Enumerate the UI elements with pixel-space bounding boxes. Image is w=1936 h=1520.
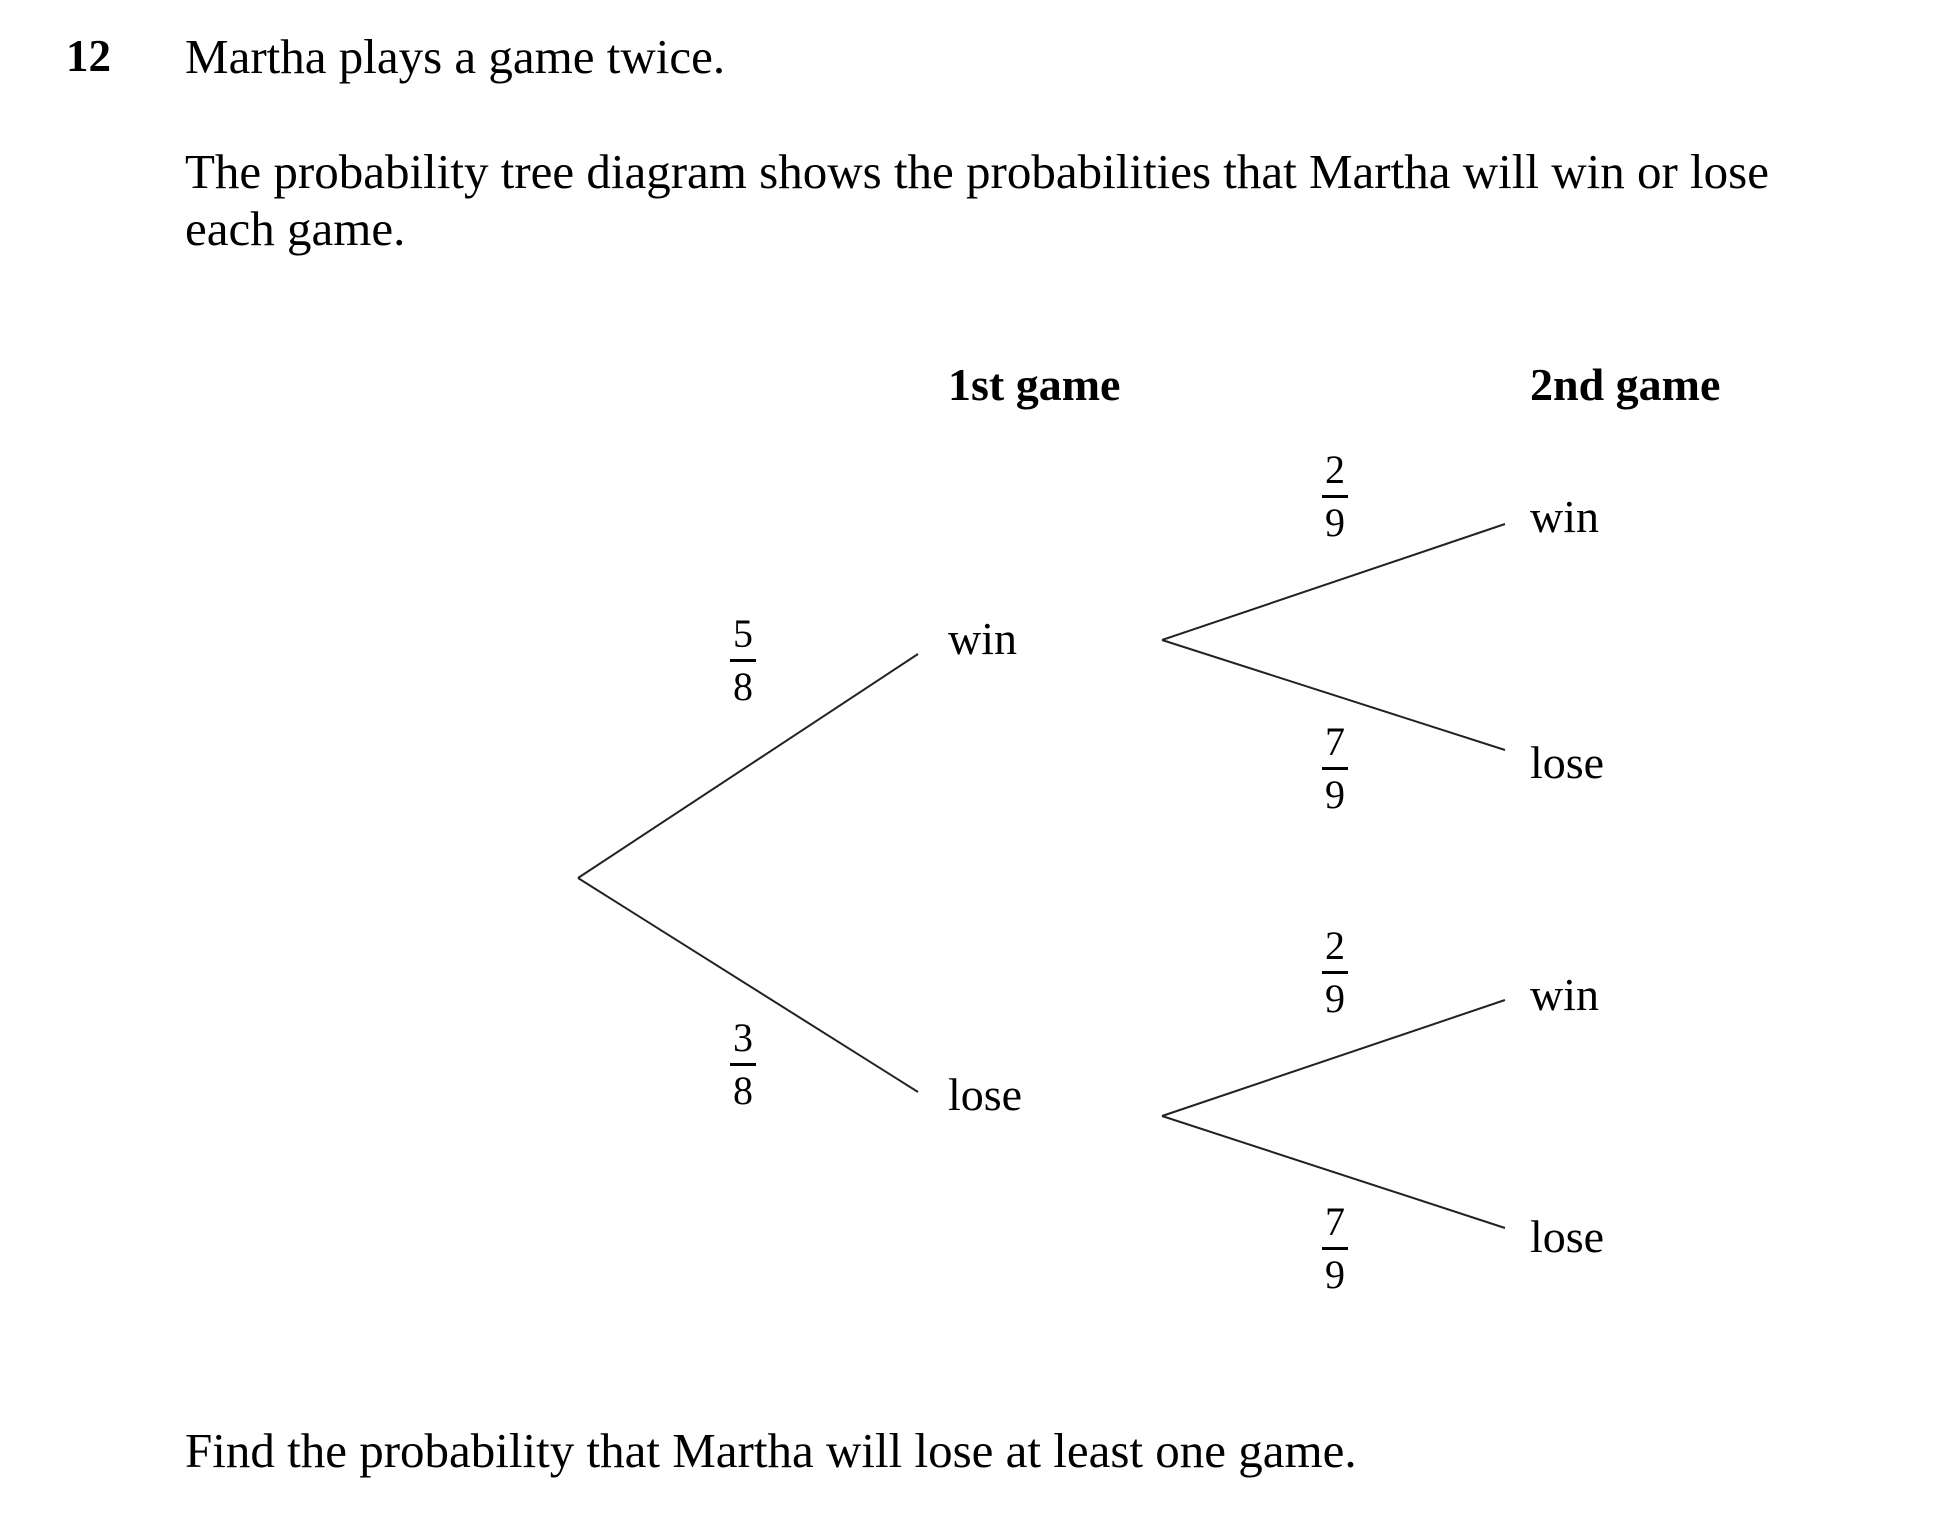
prob-denominator: 8 [733,664,753,709]
question-number: 12 [66,31,111,81]
outcome-lose-win: win [1530,969,1599,1020]
fraction-bar [730,659,756,662]
prob-numerator: 2 [1325,447,1345,492]
prob-numerator: 3 [733,1015,753,1060]
prob-first-lose [718,1016,768,1113]
prob-denominator: 9 [1325,772,1345,817]
prob-numerator: 2 [1325,923,1345,968]
header-first-game: 1st game [948,359,1121,410]
question-description-line-1: The probability tree diagram shows the probabilities that Martha will win or lose [185,144,1769,199]
prob-win-lose [1310,720,1360,817]
prob-denominator: 9 [1325,500,1345,545]
prob-lose-win [1310,924,1360,1021]
fraction-bar [730,1063,756,1066]
prob-denominator: 8 [733,1068,753,1113]
prob-numerator: 5 [733,611,753,656]
question-task: Find the probability that Martha will lose at least one game. [185,1423,1357,1478]
prob-win-win [1310,448,1360,545]
outcome-lose-lose: lose [1530,1211,1605,1262]
prob-denominator: 9 [1325,1252,1345,1297]
fraction-bar [1322,1247,1348,1250]
prob-lose-lose [1310,1200,1360,1297]
prob-numerator: 7 [1325,719,1345,764]
question-intro: Martha plays a game twice. [185,29,726,84]
outcome-win-win: win [1530,491,1599,542]
outcome-win-lose: lose [1530,737,1605,788]
fraction-bar [1322,495,1348,498]
prob-numerator: 7 [1325,1199,1345,1244]
prob-first-win [718,612,768,709]
question-description-line-2: each game. [185,201,406,256]
fraction-bar [1322,971,1348,974]
prob-denominator: 9 [1325,976,1345,1021]
outcome-first-win: win [948,613,1017,664]
outcome-first-lose: lose [948,1069,1023,1120]
header-second-game: 2nd game [1530,359,1721,410]
fraction-bar [1322,767,1348,770]
